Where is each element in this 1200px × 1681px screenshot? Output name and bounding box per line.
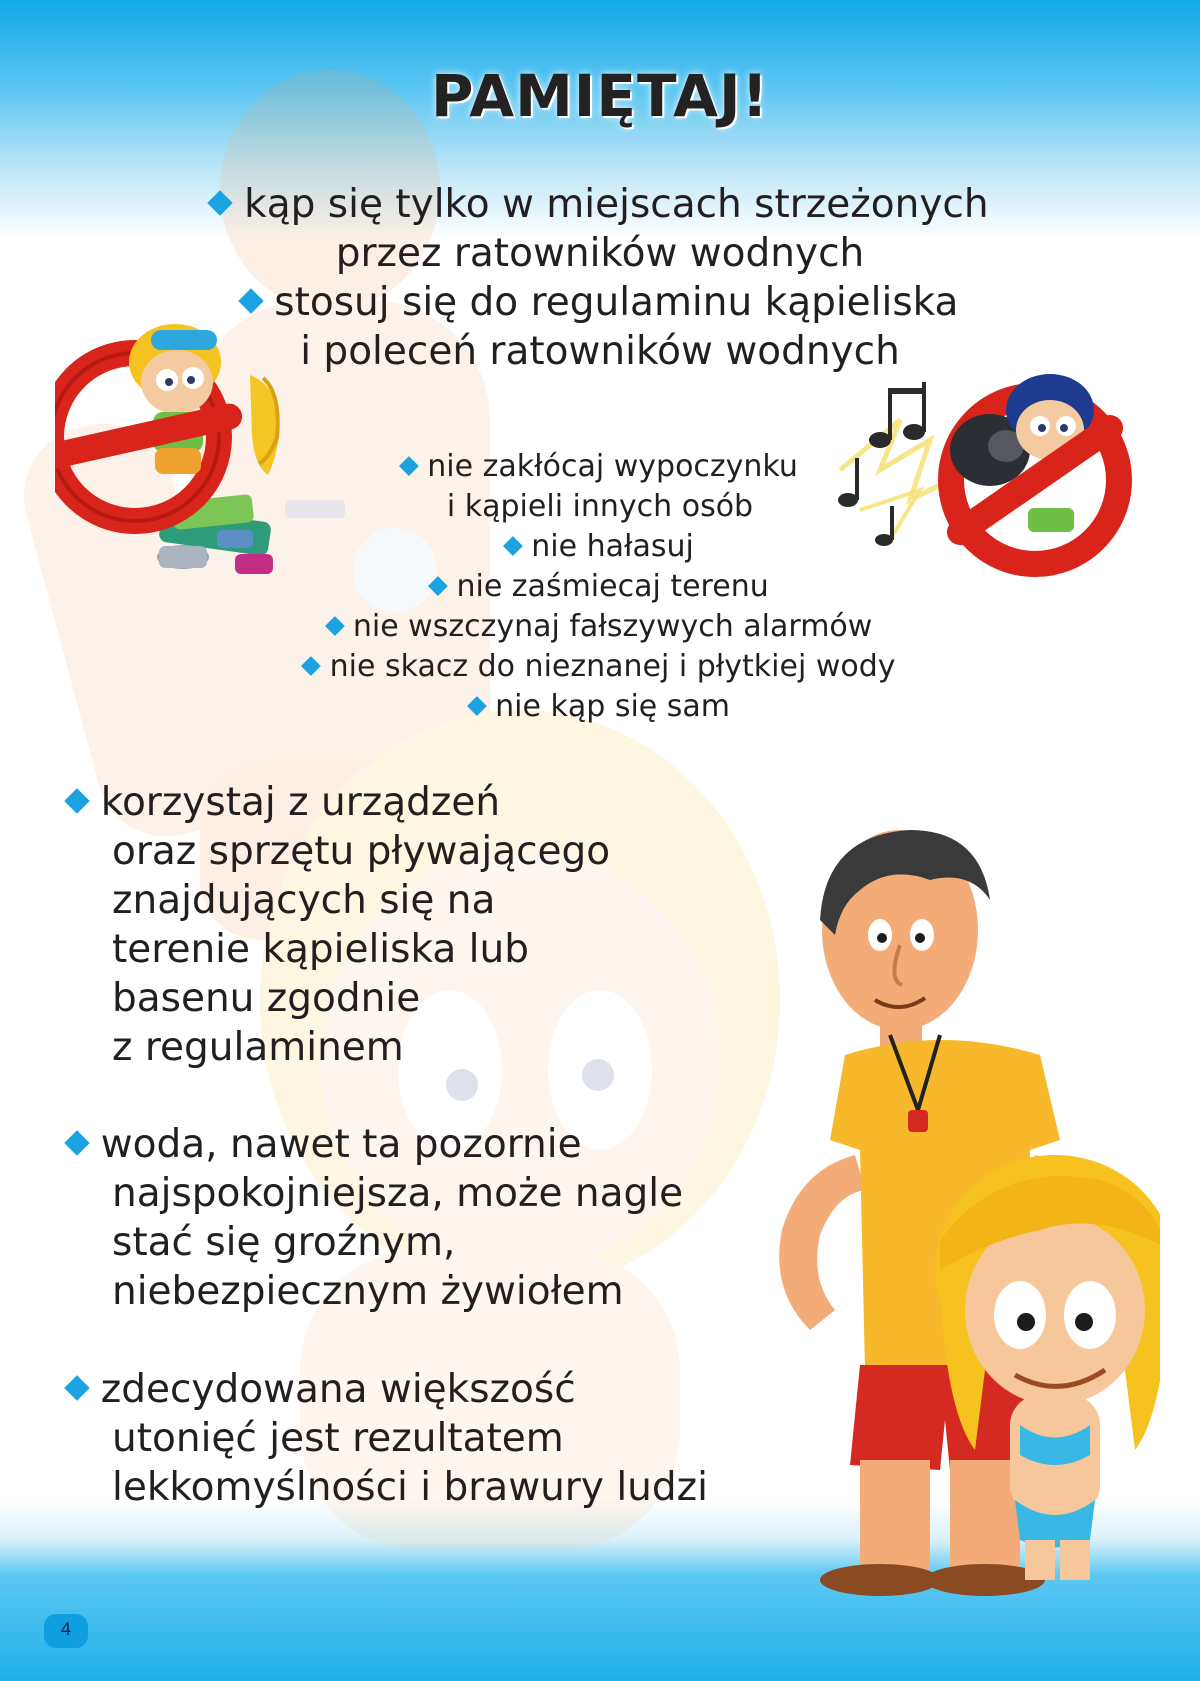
secondary-rules-list (240, 447, 960, 727)
rule-equipment: korzystaj z urządzeń oraz sprzętu pływającego znajdujących się na terenie kąpieliska lub basenu zgodnie z regulaminem (60, 778, 820, 1072)
list-item: kąp się tylko w miejscach strzeżonych (0, 180, 1200, 229)
diamond-bullet-icon (399, 456, 419, 476)
diamond-bullet-icon (467, 696, 487, 716)
diamond-bullet-icon (64, 1131, 89, 1156)
diamond-bullet-icon (503, 536, 523, 556)
diamond-bullet-icon (302, 656, 322, 676)
diamond-bullet-icon (238, 289, 263, 314)
diamond-bullet-icon (64, 1376, 89, 1401)
list-item: nie zakłócaj wypoczynku (240, 447, 960, 487)
rule-water-danger: woda, nawet ta pozornie najspokojniejsza, może nagle stać się groźnym, niebezpiecznym żywiołem (60, 1120, 820, 1316)
list-item-continuation: i kąpieli innych osób (446, 489, 754, 524)
page-number: 4 (60, 1620, 72, 1640)
lifeguard-and-girl-illustration (740, 810, 1160, 1610)
page-title: PAMIĘTAJ! (431, 62, 769, 130)
diamond-bullet-icon (64, 789, 89, 814)
list-item-continuation: i poleceń ratowników wodnych (300, 329, 900, 374)
diamond-bullet-icon (428, 576, 448, 596)
diamond-bullet-icon (325, 616, 345, 636)
list-item-continuation: przez ratowników wodnych (335, 231, 865, 276)
rule-drowning-causes: zdecydowana większość utonięć jest rezultatem lekkomyślności i brawury ludzi (60, 1365, 820, 1512)
list-item: nie wszczynaj fałszywych alarmów (240, 607, 960, 647)
list-item: stosuj się do regulaminu kąpieliska (0, 278, 1200, 327)
list-item: nie kąp się sam (240, 687, 960, 727)
diamond-bullet-icon (208, 191, 233, 216)
list-item: nie zaśmiecaj terenu (240, 567, 960, 607)
list-item: nie hałasuj (240, 527, 960, 567)
list-item: nie skacz do nieznanej i płytkiej wody (240, 647, 960, 687)
